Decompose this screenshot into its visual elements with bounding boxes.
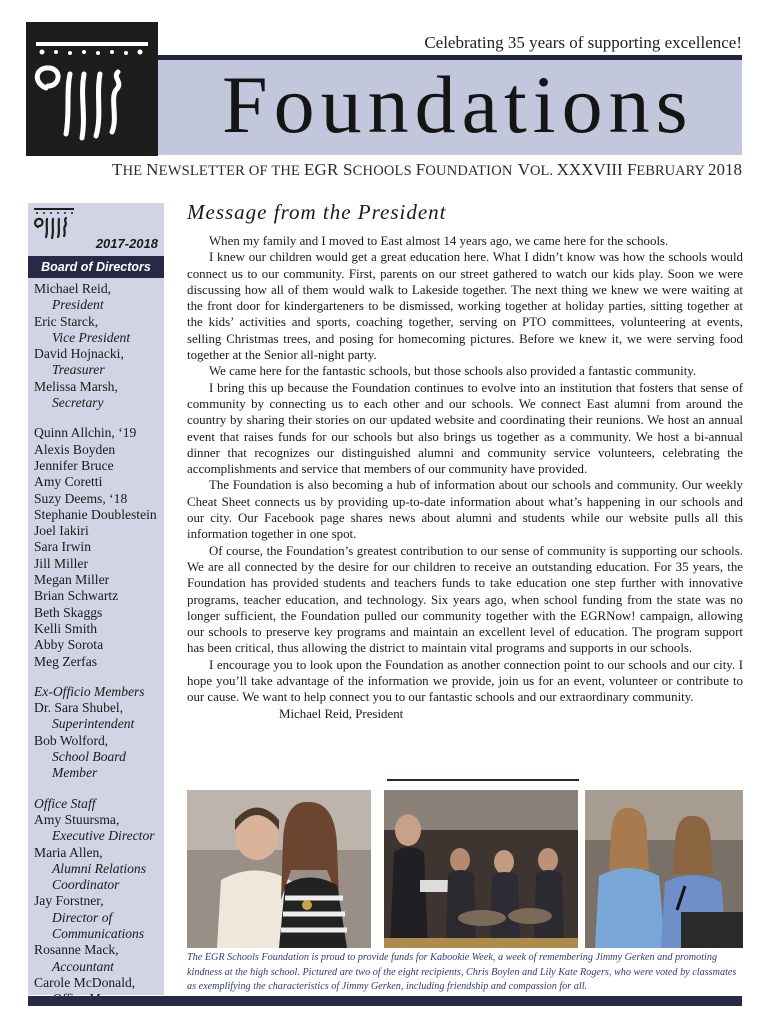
ex-officio-role: Superintendent xyxy=(52,716,135,732)
board-member: Suzy Deems, ‘18 xyxy=(34,490,128,506)
staff-name: Maria Allen, xyxy=(34,844,103,860)
article-paragraph: I knew our children would get a great education here. What I didn’t know was how the schools would connect us to our community. First, parents on our street gathered to watch our kids play. Soon we were discussing how all of them would walk to Lakeside together. The next thing we knew we were waiting at the front door for kindergarteners to be dismissed, working together at holiday parties, sitting together at the kids’ activities and sports, coaching together, serving on PTO committees, volunteering at events, selling Christmas trees, and posing for homecoming pictures. Before we knew it, we were serving food together at the Senior all-night party. xyxy=(187,250,743,363)
board-member: Joel Iakiri xyxy=(34,523,89,539)
officer-role: Secretary xyxy=(52,395,104,411)
staff-role: Coordinator xyxy=(52,877,120,893)
staff-name: Rosanne Mack, xyxy=(34,942,119,958)
staff-role: Communications xyxy=(52,925,145,941)
article-paragraph: I bring this up because the Foundation continues to evolve into an institution that fosters that sense of community by connecting us to each other and our schools. We connect East alumni from around the country by sharing their stories on our updated website and coordinating their reunions. We host an annual event that raises funds for our schools but also brings us together as a community. We host a bi-annual dinner that recognizes our distinguished alumni and community service volunteers, celebrating the accomplishments and service that members of our community have provided. xyxy=(187,380,743,477)
ex-officio-role: School Board Member xyxy=(52,749,126,781)
article-paragraph: We came here for the fantastic schools, but those schools also provided a fantastic community. xyxy=(209,364,697,379)
board-member: Meg Zerfas xyxy=(34,653,98,669)
officer-name: Melissa Marsh, xyxy=(34,378,118,394)
staff-role: Executive Director xyxy=(52,828,155,844)
recipients-photo-icon xyxy=(585,790,743,948)
staff-name: Amy Stuursma, xyxy=(34,811,120,827)
photo-caption: The EGR Schools Foundation is proud to provide funds for Kabookie Week, a week of remembering Jimmy Gerken and promoting kindness at the high school. Pictured are two of the eight recipients, Chris Boylen and Lily Kate Rogers, who were voted by classmates as exemplifying the characteristics of Jimmy Gerken, including friendship and compassion for all. xyxy=(187,952,737,992)
footer-bar xyxy=(28,996,742,1006)
board-member: Sara Irwin xyxy=(34,539,91,555)
staff-name: Carole McDonald, xyxy=(34,974,136,990)
officer-role: Vice President xyxy=(52,329,131,345)
staff-role: Director of xyxy=(52,909,113,925)
board-member: Brian Schwartz xyxy=(34,588,119,604)
board-member: Jennifer Bruce xyxy=(34,457,114,473)
officer-role: President xyxy=(52,297,104,313)
staff-role: Alumni Relations xyxy=(52,860,147,876)
staff-role: Accountant xyxy=(52,958,114,974)
board-years: 2017-2018 xyxy=(95,236,158,251)
board-member: Alexis Boyden xyxy=(34,441,116,457)
board-member: Quinn Allchin, ‘19 xyxy=(34,425,137,441)
board-member: Amy Coretti xyxy=(34,474,103,490)
board-member: Stephanie Doublestein xyxy=(34,506,157,522)
board-sidebar xyxy=(28,203,164,995)
drumline-photo-icon xyxy=(384,790,578,948)
article-body xyxy=(187,233,743,722)
officer-name: Michael Reid, xyxy=(34,281,112,296)
students-photo-icon xyxy=(187,790,371,948)
staff-name: Jay Forstner, xyxy=(34,893,104,909)
officer-name: Eric Starck, xyxy=(34,313,99,329)
article-paragraph: The Foundation is also becoming a hub of information about our schools and community. Our weekly Cheat Sheet connects us by providing up-to-date information about what’s happening in our schools and our city. Our Facebook page shares news about alumni and students while our website pulls all this information together in one spot. xyxy=(187,478,743,542)
board-member: Megan Miller xyxy=(34,572,110,588)
newsletter-title: Foundations xyxy=(222,59,694,150)
tagline: Celebrating 35 years of supporting excellence! xyxy=(424,33,742,52)
ex-officio-heading: Ex-Officio Members xyxy=(34,683,145,699)
board-member: Beth Skaggs xyxy=(34,604,103,620)
article-headline: Message from the President xyxy=(187,200,447,224)
office-staff-heading: Office Staff xyxy=(34,795,96,811)
officer-name: David Hojnacki, xyxy=(34,346,124,362)
officer-role: Treasurer xyxy=(52,362,105,378)
ex-officio-name: Bob Wolford, xyxy=(34,732,109,748)
article-paragraph: When my family and I moved to East almost 14 years ago, we came here for the schools. xyxy=(209,234,669,248)
newsletter-subtitle: THE NEWSLETTER OF THE EGR SCHOOLS FOUNDATION xyxy=(112,160,513,179)
small-columns-logo-icon xyxy=(32,205,76,241)
board-of-directors-label: Board of Directors xyxy=(28,256,164,278)
issue-volume-date: VOL. XXXVIII FEBRUARY 2018 xyxy=(517,160,742,179)
board-list xyxy=(34,281,166,1007)
ex-officio-name: Dr. Sara Shubel, xyxy=(34,700,124,716)
divider-rule xyxy=(387,779,579,781)
board-member: Kelli Smith xyxy=(34,620,98,636)
signature: Michael Reid, President xyxy=(279,706,404,721)
columns-logo-icon xyxy=(26,22,158,156)
board-member: Jill Miller xyxy=(34,555,88,571)
board-member: Abby Sorota xyxy=(34,637,104,653)
article-paragraph: Of course, the Foundation’s greatest contribution to our sense of community is supporting our schools. We are all connected by the desire for our children to receive an outstanding education. For 35 years, the Foundation has provided students and teachers funds to take education one step further with innovative programs, teacher education, and technology. Six years ago, when school funding from the state was no longer sufficient, the Foundation pulled our community together with the EGRNow! campaign, allowing our schools to preserve key programs and maintain an excellent level of education. The program support has been critical, thus allowing the district to maintain vital programs and supports in our schools. xyxy=(187,543,743,656)
article-paragraph: I encourage you to look upon the Foundation as another connection point to our schools and our city. I hope you’ll take advantage of the information we provide, join us for an event, volunteer or contribute to our cause. We want to help connect you to our fantastic schools and our extraordinary community. xyxy=(187,657,743,705)
